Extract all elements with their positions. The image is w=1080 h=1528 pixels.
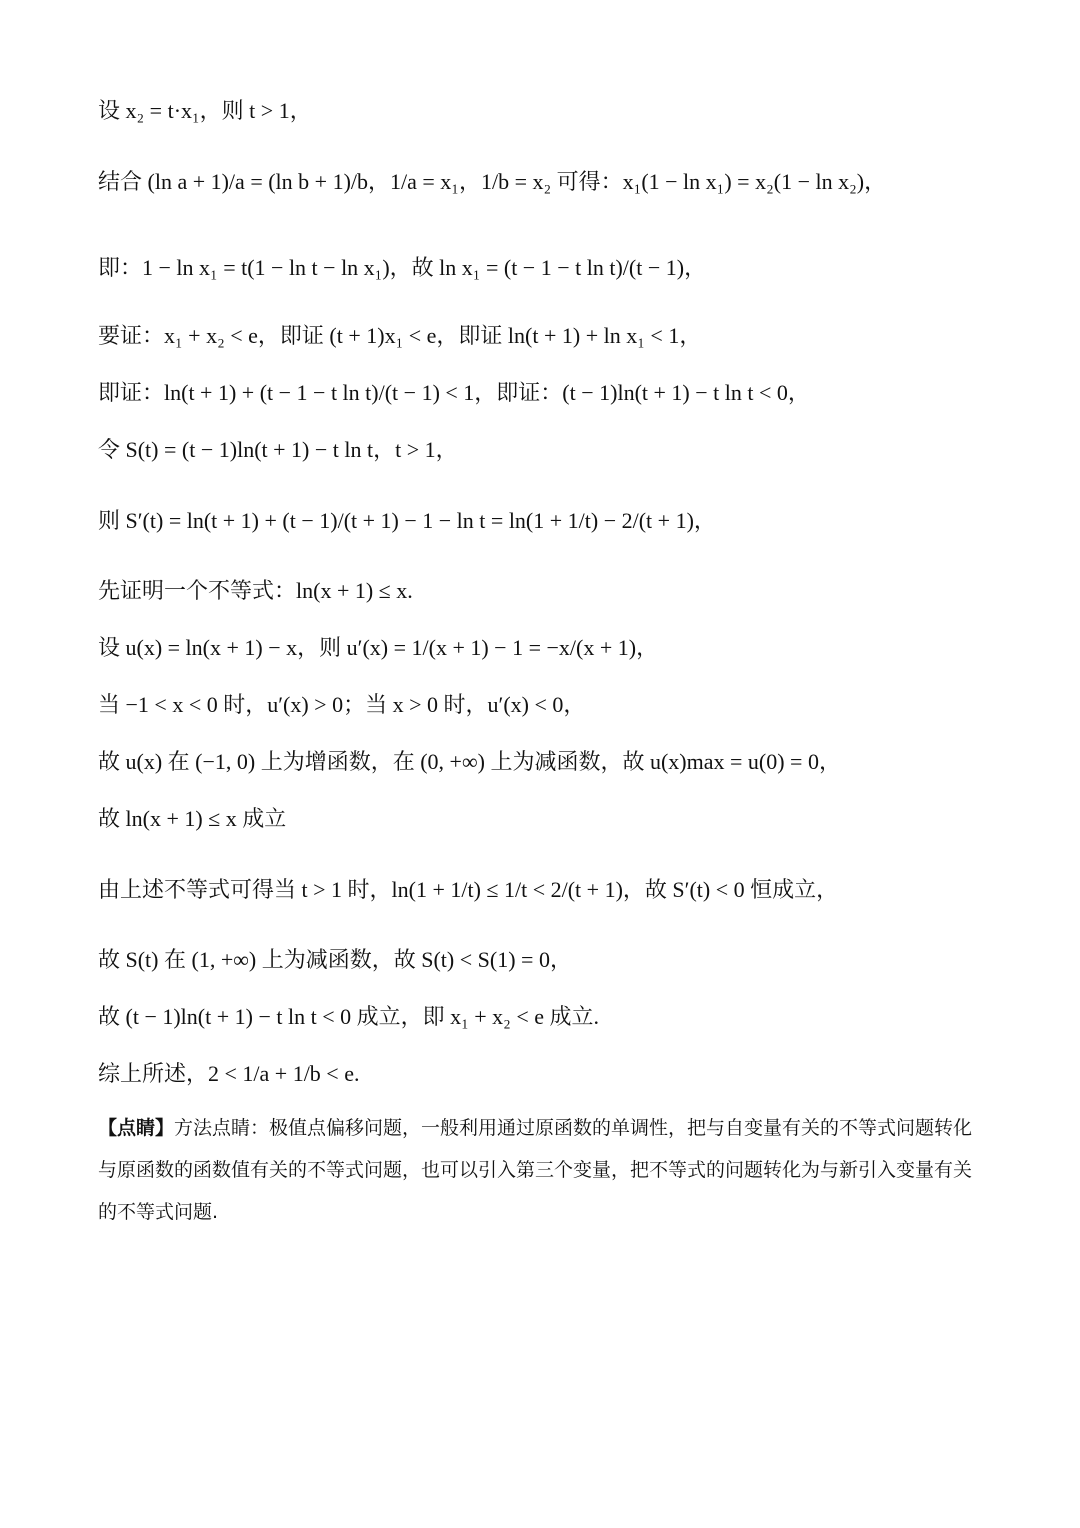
line-3: 即：1 − ln x₁ = t(1 − ln t − ln x₁)，故 ln x₁ = (t − 1 − t ln t)/(t − 1)， — [98, 255, 707, 280]
note-tag: 【点睛】 — [98, 1117, 175, 1139]
note-paragraph — [98, 1107, 978, 1233]
note-text: 方法点睛：极值点偏移问题，一般利用通过原函数的单调性，把与自变量有关的不等式问题转化与原函数的函数值有关的不等式问题，也可以引入第三个变量，把不等式的问题转化为与新引入变量有关的不等式问题. — [98, 1117, 973, 1223]
line-12: 故 ln(x + 1) ≤ x 成立 — [98, 806, 287, 831]
line-4: 要证：x₁ + x₂ < e，即证 (t + 1)x₁ < e，即证 ln(t + 1) + ln x₁ < 1， — [98, 323, 702, 348]
line-16: 综上所述，2 < 1/a + 1/b < e. — [98, 1061, 360, 1086]
line-15: 故 (t − 1)ln(t + 1) − t ln t < 0 成立，即 x₁ + x₂ < e 成立. — [98, 1004, 600, 1029]
line-2: 结合 (ln a + 1)/a = (ln b + 1)/b，1/a = x₁，1/b = x₂ 可得：x₁(1 − ln x₁) = x₂(1 − ln x₂)， — [98, 169, 887, 194]
line-13: 由上述不等式可得当 t > 1 时，ln(1 + 1/t) ≤ 1/t < 2/(t + 1)，故 S′(t) < 0 恒成立， — [98, 877, 839, 902]
line-1: 设 x₂ = t·x₁，则 t > 1， — [98, 98, 312, 123]
line-14: 故 S(t) 在 (1, +∞) 上为减函数，故 S(t) < S(1) = 0， — [98, 947, 572, 972]
line-9: 设 u(x) = ln(x + 1) − x，则 u′(x) = 1/(x + 1) − 1 = −x/(x + 1)， — [98, 635, 659, 660]
line-7: 则 S′(t) = ln(t + 1) + (t − 1)/(t + 1) − 1 − ln t = ln(1 + 1/t) − 2/(t + 1)， — [98, 508, 716, 533]
line-5: 即证：ln(t + 1) + (t − 1 − t ln t)/(t − 1) < 1，即证：(t − 1)ln(t + 1) − t ln t < 0， — [98, 380, 810, 405]
line-11: 故 u(x) 在 (−1, 0) 上为增函数，在 (0, +∞) 上为减函数，故 u(x)max = u(0) = 0， — [98, 749, 841, 774]
line-8: 先证明一个不等式：ln(x + 1) ≤ x. — [98, 578, 413, 603]
line-6: 令 S(t) = (t − 1)ln(t + 1) − t ln t，t > 1， — [98, 437, 458, 462]
line-10: 当 −1 < x < 0 时，u′(x) > 0；当 x > 0 时，u′(x) < 0， — [98, 692, 586, 717]
